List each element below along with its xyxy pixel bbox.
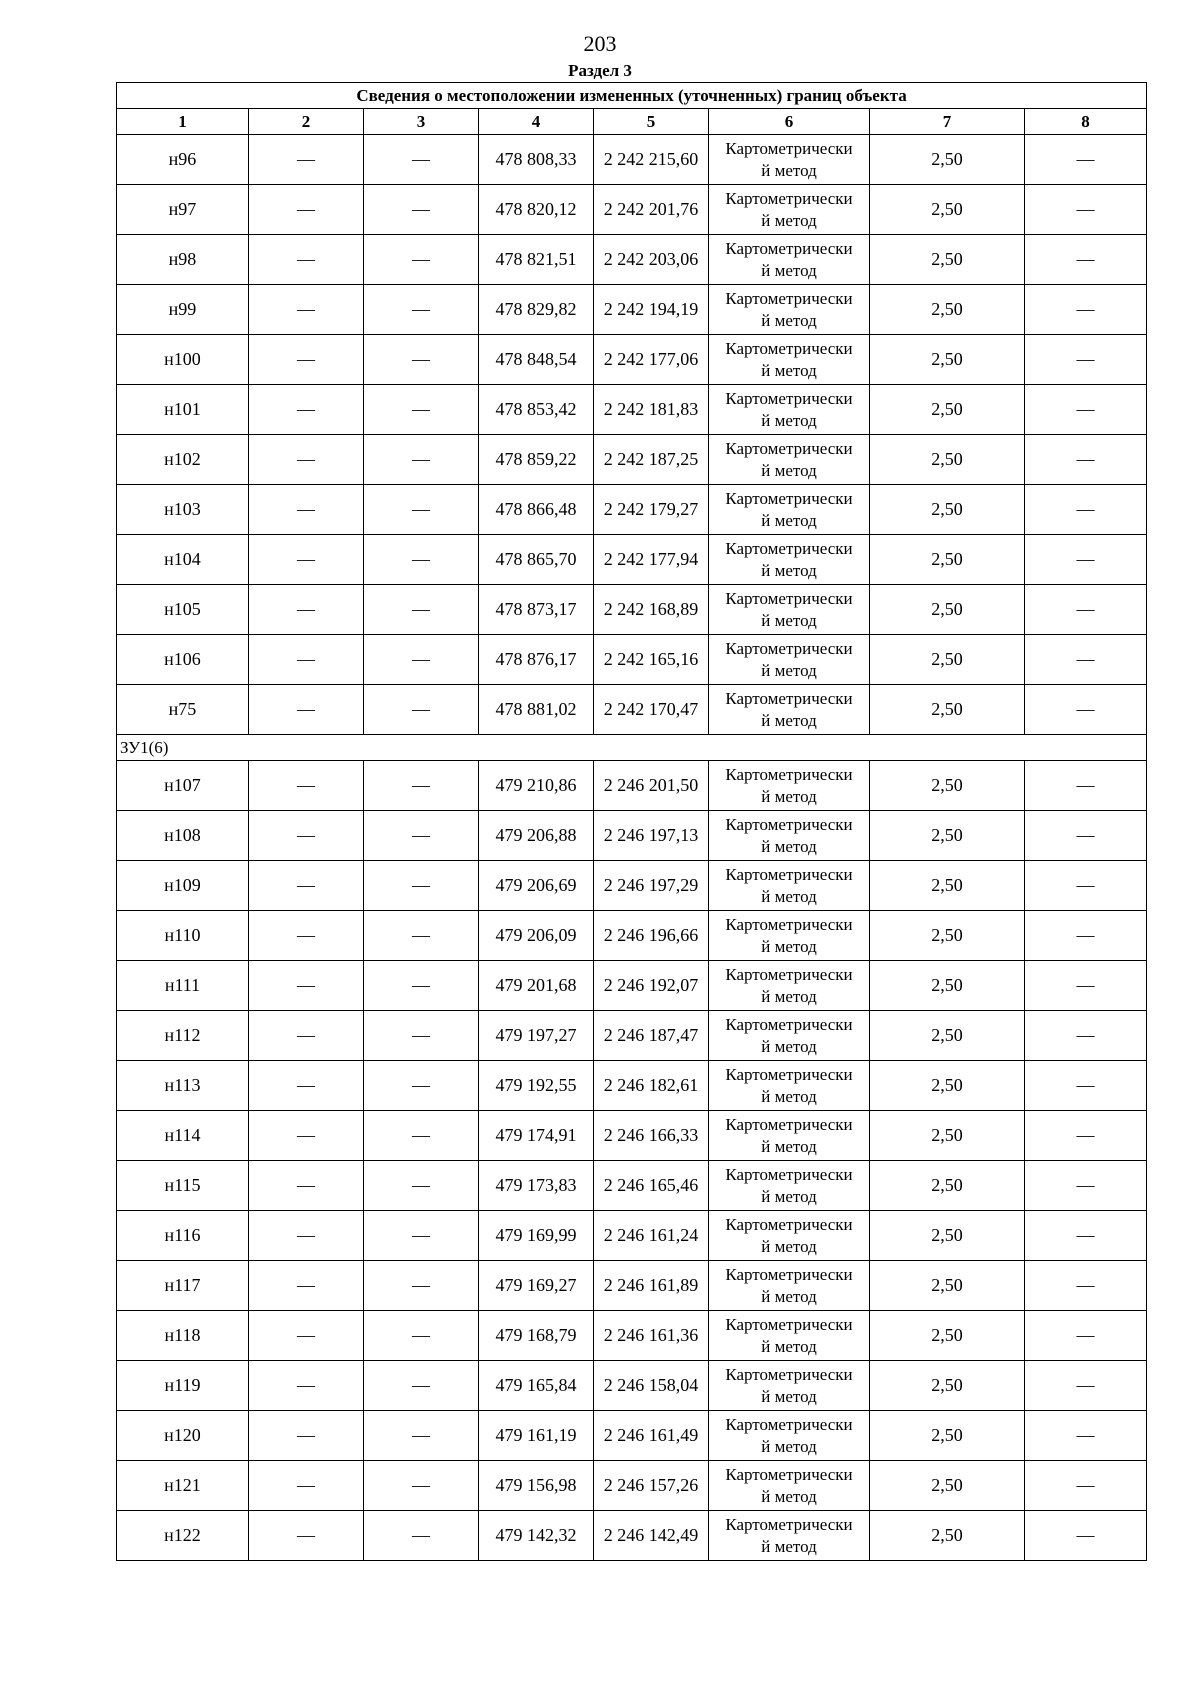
accuracy-cell: 2,50 (870, 861, 1025, 911)
cell-col-8: — (1025, 335, 1147, 385)
table-row (117, 761, 1147, 811)
point-name-cell: н99 (117, 285, 249, 335)
cell-col-8: — (1025, 961, 1147, 1011)
column-header-row (117, 109, 1147, 135)
coordinate-x-cell: 479 206,69 (479, 861, 594, 911)
method-cell: Картометрически й метод (709, 961, 870, 1011)
coordinate-y-cell: 2 246 161,89 (594, 1261, 709, 1311)
coordinate-y-cell: 2 242 177,06 (594, 335, 709, 385)
coordinate-x-cell: 479 156,98 (479, 1461, 594, 1511)
accuracy-cell: 2,50 (870, 961, 1025, 1011)
cell-col-3: — (364, 685, 479, 735)
cell-col-8: — (1025, 1011, 1147, 1061)
table-row (117, 1511, 1147, 1561)
point-name-cell: н110 (117, 911, 249, 961)
cell-col-2: — (249, 485, 364, 535)
cell-col-2: — (249, 685, 364, 735)
column-header: 5 (594, 109, 709, 135)
cell-col-3: — (364, 861, 479, 911)
coordinate-x-cell: 478 859,22 (479, 435, 594, 485)
coordinate-x-cell: 478 876,17 (479, 635, 594, 685)
cell-col-2: — (249, 1111, 364, 1161)
table-row (117, 1311, 1147, 1361)
cell-col-2: — (249, 235, 364, 285)
cell-col-8: — (1025, 685, 1147, 735)
method-cell: Картометрически й метод (709, 1161, 870, 1211)
table-row (117, 135, 1147, 185)
coordinate-y-cell: 2 242 170,47 (594, 685, 709, 735)
section-title: Раздел 3 (568, 61, 632, 80)
cell-col-3: — (364, 185, 479, 235)
coordinate-x-cell: 479 142,32 (479, 1511, 594, 1561)
cell-col-3: — (364, 761, 479, 811)
accuracy-cell: 2,50 (870, 485, 1025, 535)
table-caption: Сведения о местоположении измененных (уточненных) границ объекта (117, 83, 1147, 109)
table-row (117, 961, 1147, 1011)
coordinate-x-cell: 479 169,99 (479, 1211, 594, 1261)
method-cell: Картометрически й метод (709, 535, 870, 585)
point-name-cell: н116 (117, 1211, 249, 1261)
point-name-cell: н107 (117, 761, 249, 811)
column-header: 2 (249, 109, 364, 135)
point-name-cell: н104 (117, 535, 249, 585)
accuracy-cell: 2,50 (870, 135, 1025, 185)
point-name-cell: н111 (117, 961, 249, 1011)
coordinate-x-cell: 479 192,55 (479, 1061, 594, 1111)
point-name-cell: н115 (117, 1161, 249, 1211)
coordinate-x-cell: 478 821,51 (479, 235, 594, 285)
method-cell: Картометрически й метод (709, 1311, 870, 1361)
coordinate-y-cell: 2 242 179,27 (594, 485, 709, 535)
cell-col-2: — (249, 1011, 364, 1061)
cell-col-2: — (249, 535, 364, 585)
accuracy-cell: 2,50 (870, 761, 1025, 811)
accuracy-cell: 2,50 (870, 1311, 1025, 1361)
cell-col-8: — (1025, 385, 1147, 435)
column-header: 1 (117, 109, 249, 135)
cell-col-3: — (364, 1511, 479, 1561)
cell-col-3: — (364, 1411, 479, 1461)
table-row (117, 335, 1147, 385)
boundary-coordinates-table (116, 82, 1147, 1561)
cell-col-8: — (1025, 285, 1147, 335)
cell-col-3: — (364, 1011, 479, 1061)
coordinate-y-cell: 2 246 197,13 (594, 811, 709, 861)
coordinate-x-cell: 478 829,82 (479, 285, 594, 335)
coordinate-y-cell: 2 246 182,61 (594, 1061, 709, 1111)
coordinate-y-cell: 2 242 194,19 (594, 285, 709, 335)
accuracy-cell: 2,50 (870, 1011, 1025, 1061)
cell-col-2: — (249, 435, 364, 485)
method-cell: Картометрически й метод (709, 1411, 870, 1461)
method-cell: Картометрически й метод (709, 911, 870, 961)
method-cell: Картометрически й метод (709, 285, 870, 335)
coordinate-y-cell: 2 246 161,36 (594, 1311, 709, 1361)
method-cell: Картометрически й метод (709, 1511, 870, 1561)
cell-col-8: — (1025, 811, 1147, 861)
cell-col-8: — (1025, 635, 1147, 685)
accuracy-cell: 2,50 (870, 385, 1025, 435)
method-cell: Картометрически й метод (709, 185, 870, 235)
cell-col-8: — (1025, 761, 1147, 811)
cell-col-3: — (364, 1061, 479, 1111)
cell-col-2: — (249, 1161, 364, 1211)
method-cell: Картометрически й метод (709, 385, 870, 435)
coordinate-x-cell: 478 866,48 (479, 485, 594, 535)
point-name-cell: н119 (117, 1361, 249, 1411)
point-name-cell: н102 (117, 435, 249, 485)
table-row (117, 1411, 1147, 1461)
point-name-cell: н122 (117, 1511, 249, 1561)
table-row (117, 535, 1147, 585)
table-row (117, 911, 1147, 961)
coordinate-x-cell: 478 853,42 (479, 385, 594, 435)
accuracy-cell: 2,50 (870, 435, 1025, 485)
cell-col-3: — (364, 1211, 479, 1261)
method-cell: Картометрически й метод (709, 811, 870, 861)
coordinate-x-cell: 478 848,54 (479, 335, 594, 385)
coordinate-y-cell: 2 242 177,94 (594, 535, 709, 585)
point-name-cell: н113 (117, 1061, 249, 1111)
cell-col-2: — (249, 335, 364, 385)
cell-col-2: — (249, 1261, 364, 1311)
cell-col-3: — (364, 435, 479, 485)
cell-col-3: — (364, 961, 479, 1011)
coordinate-y-cell: 2 242 168,89 (594, 585, 709, 635)
cell-col-2: — (249, 285, 364, 335)
cell-col-2: — (249, 961, 364, 1011)
coordinate-y-cell: 2 242 181,83 (594, 385, 709, 435)
cell-col-8: — (1025, 1211, 1147, 1261)
point-name-cell: н118 (117, 1311, 249, 1361)
cell-col-2: — (249, 861, 364, 911)
coordinate-x-cell: 478 820,12 (479, 185, 594, 235)
accuracy-cell: 2,50 (870, 1161, 1025, 1211)
point-name-cell: н106 (117, 635, 249, 685)
coordinate-y-cell: 2 246 158,04 (594, 1361, 709, 1411)
coordinate-x-cell: 479 169,27 (479, 1261, 594, 1311)
accuracy-cell: 2,50 (870, 1061, 1025, 1111)
point-name-cell: н75 (117, 685, 249, 735)
coordinate-x-cell: 479 201,68 (479, 961, 594, 1011)
coordinate-x-cell: 479 206,88 (479, 811, 594, 861)
coordinate-y-cell: 2 246 166,33 (594, 1111, 709, 1161)
cell-col-8: — (1025, 1111, 1147, 1161)
method-cell: Картометрически й метод (709, 685, 870, 735)
cell-col-2: — (249, 761, 364, 811)
cell-col-3: — (364, 811, 479, 861)
cell-col-3: — (364, 635, 479, 685)
cell-col-2: — (249, 811, 364, 861)
coordinate-x-cell: 479 161,19 (479, 1411, 594, 1461)
method-cell: Картометрически й метод (709, 761, 870, 811)
accuracy-cell: 2,50 (870, 1411, 1025, 1461)
coordinate-y-cell: 2 242 215,60 (594, 135, 709, 185)
table-row (117, 1161, 1147, 1211)
cell-col-2: — (249, 585, 364, 635)
cell-col-8: — (1025, 185, 1147, 235)
cell-col-8: — (1025, 911, 1147, 961)
cell-col-3: — (364, 235, 479, 285)
cell-col-3: — (364, 585, 479, 635)
cell-col-3: — (364, 1361, 479, 1411)
cell-col-3: — (364, 1111, 479, 1161)
cell-col-8: — (1025, 535, 1147, 585)
table-row (117, 685, 1147, 735)
cell-col-8: — (1025, 1261, 1147, 1311)
method-cell: Картометрически й метод (709, 335, 870, 385)
table-row (117, 635, 1147, 685)
cell-col-8: — (1025, 1361, 1147, 1411)
point-name-cell: н96 (117, 135, 249, 185)
group-label-row (117, 735, 1147, 761)
column-header: 6 (709, 109, 870, 135)
cell-col-3: — (364, 911, 479, 961)
method-cell: Картометрически й метод (709, 861, 870, 911)
point-name-cell: н105 (117, 585, 249, 635)
coordinate-x-cell: 479 165,84 (479, 1361, 594, 1411)
method-cell: Картометрически й метод (709, 585, 870, 635)
cell-col-3: — (364, 485, 479, 535)
accuracy-cell: 2,50 (870, 585, 1025, 635)
accuracy-cell: 2,50 (870, 1111, 1025, 1161)
cell-col-3: — (364, 1161, 479, 1211)
point-name-cell: н97 (117, 185, 249, 235)
coordinate-y-cell: 2 242 165,16 (594, 635, 709, 685)
coordinate-x-cell: 479 168,79 (479, 1311, 594, 1361)
cell-col-2: — (249, 1211, 364, 1261)
cell-col-8: — (1025, 485, 1147, 535)
cell-col-2: — (249, 1411, 364, 1461)
group-label: ЗУ1(6) (117, 735, 1147, 761)
method-cell: Картометрически й метод (709, 635, 870, 685)
coordinate-y-cell: 2 246 161,49 (594, 1411, 709, 1461)
accuracy-cell: 2,50 (870, 811, 1025, 861)
table-body (117, 135, 1147, 1561)
table-row (117, 485, 1147, 535)
cell-col-8: — (1025, 1161, 1147, 1211)
table-row (117, 385, 1147, 435)
page-number: 203 (583, 31, 617, 56)
method-cell: Картометрически й метод (709, 1211, 870, 1261)
table-row (117, 1111, 1147, 1161)
cell-col-2: — (249, 1511, 364, 1561)
method-cell: Картометрически й метод (709, 135, 870, 185)
coordinate-y-cell: 2 242 187,25 (594, 435, 709, 485)
table-row (117, 1361, 1147, 1411)
method-cell: Картометрически й метод (709, 435, 870, 485)
coordinate-x-cell: 479 174,91 (479, 1111, 594, 1161)
column-header: 8 (1025, 109, 1147, 135)
method-cell: Картометрически й метод (709, 1061, 870, 1111)
cell-col-2: — (249, 911, 364, 961)
point-name-cell: н112 (117, 1011, 249, 1061)
method-cell: Картометрически й метод (709, 1261, 870, 1311)
table-row (117, 861, 1147, 911)
accuracy-cell: 2,50 (870, 335, 1025, 385)
coordinate-y-cell: 2 246 157,26 (594, 1461, 709, 1511)
cell-col-3: — (364, 1261, 479, 1311)
coordinate-x-cell: 479 197,27 (479, 1011, 594, 1061)
table-row (117, 811, 1147, 861)
point-name-cell: н100 (117, 335, 249, 385)
cell-col-3: — (364, 1461, 479, 1511)
accuracy-cell: 2,50 (870, 285, 1025, 335)
method-cell: Картометрически й метод (709, 1111, 870, 1161)
accuracy-cell: 2,50 (870, 635, 1025, 685)
accuracy-cell: 2,50 (870, 1261, 1025, 1311)
cell-col-3: — (364, 385, 479, 435)
method-cell: Картометрически й метод (709, 235, 870, 285)
coordinate-y-cell: 2 246 187,47 (594, 1011, 709, 1061)
method-cell: Картометрически й метод (709, 1361, 870, 1411)
point-name-cell: н109 (117, 861, 249, 911)
coordinate-x-cell: 479 210,86 (479, 761, 594, 811)
table-row (117, 285, 1147, 335)
cell-col-8: — (1025, 435, 1147, 485)
cell-col-2: — (249, 385, 364, 435)
coordinate-y-cell: 2 246 142,49 (594, 1511, 709, 1561)
cell-col-8: — (1025, 861, 1147, 911)
cell-col-8: — (1025, 135, 1147, 185)
coordinate-y-cell: 2 242 203,06 (594, 235, 709, 285)
table-caption-row (117, 83, 1147, 109)
accuracy-cell: 2,50 (870, 1511, 1025, 1561)
cell-col-3: — (364, 335, 479, 385)
point-name-cell: н108 (117, 811, 249, 861)
accuracy-cell: 2,50 (870, 185, 1025, 235)
cell-col-2: — (249, 1311, 364, 1361)
table-row (117, 1211, 1147, 1261)
cell-col-2: — (249, 635, 364, 685)
coordinate-y-cell: 2 246 192,07 (594, 961, 709, 1011)
column-header: 7 (870, 109, 1025, 135)
coordinate-x-cell: 478 873,17 (479, 585, 594, 635)
table-row (117, 1261, 1147, 1311)
cell-col-3: — (364, 135, 479, 185)
point-name-cell: н114 (117, 1111, 249, 1161)
coordinate-y-cell: 2 242 201,76 (594, 185, 709, 235)
point-name-cell: н117 (117, 1261, 249, 1311)
coordinate-y-cell: 2 246 161,24 (594, 1211, 709, 1261)
point-name-cell: н101 (117, 385, 249, 435)
table-row (117, 435, 1147, 485)
coordinate-x-cell: 478 865,70 (479, 535, 594, 585)
coordinate-x-cell: 478 881,02 (479, 685, 594, 735)
accuracy-cell: 2,50 (870, 911, 1025, 961)
cell-col-3: — (364, 1311, 479, 1361)
cell-col-8: — (1025, 1311, 1147, 1361)
accuracy-cell: 2,50 (870, 1211, 1025, 1261)
cell-col-2: — (249, 1361, 364, 1411)
column-header: 4 (479, 109, 594, 135)
cell-col-2: — (249, 1061, 364, 1111)
cell-col-3: — (364, 285, 479, 335)
cell-col-8: — (1025, 585, 1147, 635)
cell-col-8: — (1025, 1411, 1147, 1461)
column-header: 3 (364, 109, 479, 135)
method-cell: Картометрически й метод (709, 485, 870, 535)
table-row (117, 585, 1147, 635)
accuracy-cell: 2,50 (870, 1361, 1025, 1411)
method-cell: Картометрически й метод (709, 1461, 870, 1511)
table-row (117, 1011, 1147, 1061)
accuracy-cell: 2,50 (870, 235, 1025, 285)
table-row (117, 1461, 1147, 1511)
cell-col-2: — (249, 135, 364, 185)
point-name-cell: н98 (117, 235, 249, 285)
coordinate-x-cell: 479 173,83 (479, 1161, 594, 1211)
coordinate-y-cell: 2 246 197,29 (594, 861, 709, 911)
cell-col-8: — (1025, 1461, 1147, 1511)
accuracy-cell: 2,50 (870, 535, 1025, 585)
coordinate-y-cell: 2 246 165,46 (594, 1161, 709, 1211)
cell-col-2: — (249, 185, 364, 235)
coordinate-x-cell: 478 808,33 (479, 135, 594, 185)
table-row (117, 1061, 1147, 1111)
cell-col-8: — (1025, 1061, 1147, 1111)
point-name-cell: н120 (117, 1411, 249, 1461)
method-cell: Картометрически й метод (709, 1011, 870, 1061)
cell-col-2: — (249, 1461, 364, 1511)
accuracy-cell: 2,50 (870, 1461, 1025, 1511)
cell-col-8: — (1025, 235, 1147, 285)
point-name-cell: н103 (117, 485, 249, 535)
point-name-cell: н121 (117, 1461, 249, 1511)
cell-col-8: — (1025, 1511, 1147, 1561)
coordinate-y-cell: 2 246 196,66 (594, 911, 709, 961)
accuracy-cell: 2,50 (870, 685, 1025, 735)
table-row (117, 185, 1147, 235)
table-row (117, 235, 1147, 285)
coordinate-x-cell: 479 206,09 (479, 911, 594, 961)
coordinate-y-cell: 2 246 201,50 (594, 761, 709, 811)
cell-col-3: — (364, 535, 479, 585)
